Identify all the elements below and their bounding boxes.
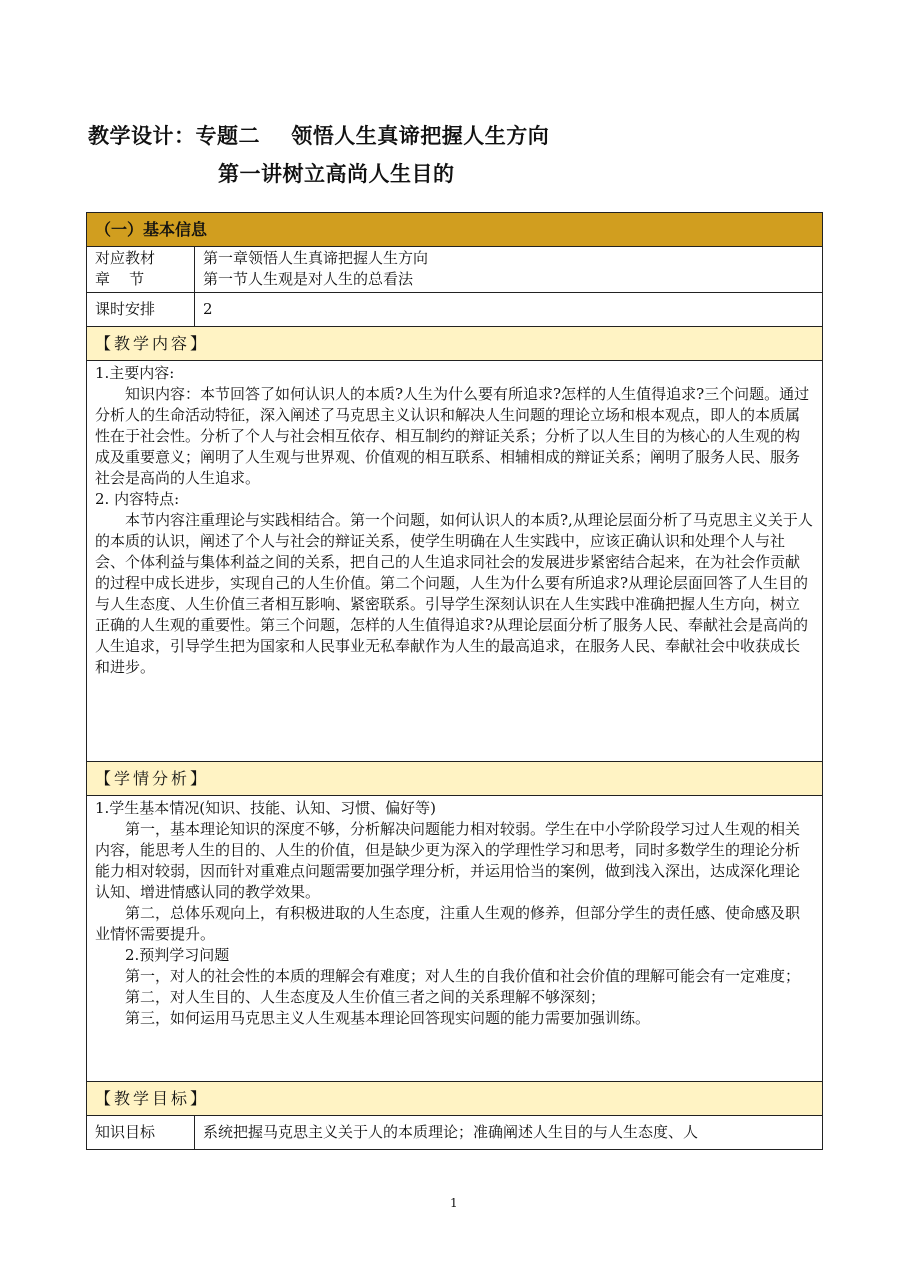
analysis-header-row (87, 762, 823, 796)
page-number: 1 (450, 1196, 458, 1210)
content-body (87, 361, 823, 762)
lesson-plan-table (86, 212, 823, 1150)
content-header: 【教学内容】 (87, 327, 823, 361)
knowledge-goal-value: 系统把握马克思主义关于人的本质理论；准确阐述人生目的与人生态度、人 (195, 1116, 823, 1150)
content-body-row (87, 361, 823, 762)
chapter-row (87, 247, 823, 293)
analysis-problem-2: 第二，对人生目的、人生态度及人生价值三者之间的关系理解不够深刻； (125, 988, 606, 1006)
hours-value: 2 (195, 293, 823, 327)
chapter-value-line1: 第一章领悟人生真谛把握人生方向 (203, 249, 429, 267)
analysis-paragraph-2: 第二，总体乐观向上，有积极进取的人生态度，注重人生观的修养，但部分学生的责任感、使命感及职业情怀需要提升。 (95, 904, 801, 943)
content-header-row (87, 327, 823, 361)
analysis-body (87, 796, 823, 1082)
knowledge-goal-label: 知识目标 (87, 1116, 195, 1150)
goals-header-row (87, 1082, 823, 1116)
knowledge-goal-row (87, 1116, 823, 1150)
goals-header: 【教学目标】 (87, 1082, 823, 1116)
document-subtitle: 第一讲树立高尚人生目的 (218, 162, 455, 186)
content-item-2: 2. 内容特点: (95, 490, 180, 508)
analysis-paragraph-1: 第一，基本理论知识的深度不够，分析解决问题能力相对较弱。学生在中小学阶段学习过人生观的相关内容，能思考人生的目的、人生的价值，但是缺少更为深入的学理性学习和思考，同时多数学生的理论分析能力相对较弱，因而针对重难点问题需要加强学理分析，并运用恰当的案例，做到浅入深出，达成深化理论认知、增进情感认同的教学效果。 (95, 820, 801, 901)
chapter-label-line2: 章 节 (95, 270, 145, 288)
chapter-label-line1: 对应教材 (95, 249, 156, 267)
hours-row (87, 293, 823, 327)
basic-info-header: （一）基本信息 (87, 213, 823, 247)
chapter-value-line2: 第一节人生观是对人生的总看法 (203, 270, 414, 288)
analysis-header: 【学情分析】 (87, 762, 823, 796)
document-title: 教学设计：专题二 领悟人生真谛把握人生方向 (88, 124, 550, 148)
analysis-problem-3: 第三，如何运用马克思主义人生观基本理论回答现实问题的能力需要加强训练。 (125, 1009, 651, 1027)
analysis-item-2: 2.预判学习问题 (125, 946, 230, 964)
hours-label: 课时安排 (87, 293, 195, 327)
content-knowledge-paragraph: 知识内容：本节回答了如何认识人的本质?人生为什么要有所追求?怎样的人生值得追求?三个问题。通过分析人的生命活动特征，深入阐述了马克思主义认识和解决人生问题的理论立场和根本观点，即人的本质属性在于社会性。分析了个人与社会相互依存、相互制约的辩证关系；分析了以人生目的为核心的人生观的构成及重要意义；阐明了人生观与世界观、价值观的相互联系、相辅相成的辩证关系；阐明了服务人民、服务社会是高尚的人生追求。 (95, 385, 810, 487)
content-features-paragraph: 本节内容注重理论与实践相结合。第一个问题，如何认识人的本质?,从理论层面分析了马克思主义关于人的本质的认识，阐述了个人与社会的辩证关系，使学生明确在人生实践中，应该正确认识和处理个人与社会、个体利益与集体利益之间的关系，把自己的人生追求同社会的发展进步紧密结合起来，在为社会作贡献的过程中成长进步，实现自己的人生价值。第二个问题，人生为什么要有所追求?从理论层面回答了人生目的与人生态度、人生价值三者相互影响、紧密联系。引导学生深刻认识在人生实践中准确把握人生方向，树立正确的人生观的重要性。第三个问题，怎样的人生值得追求?从理论层面分析了服务人民、奉献社会是高尚的人生追求，引导学生把为国家和人民事业无私奉献作为人生的最高追求，在服务人民、奉献社会中收获成长和进步。 (95, 511, 813, 676)
content-item-1: 1.主要内容: (95, 364, 175, 382)
basic-info-header-row (87, 213, 823, 247)
analysis-body-row (87, 796, 823, 1082)
analysis-problem-1: 第一，对人的社会性的本质的理解会有难度；对人生的自我价值和社会价值的理解可能会有一定难度； (125, 967, 801, 985)
chapter-value (195, 247, 823, 293)
chapter-label (87, 247, 195, 293)
analysis-item-1: 1.学生基本情况(知识、技能、认知、习惯、偏好等) (95, 799, 437, 817)
